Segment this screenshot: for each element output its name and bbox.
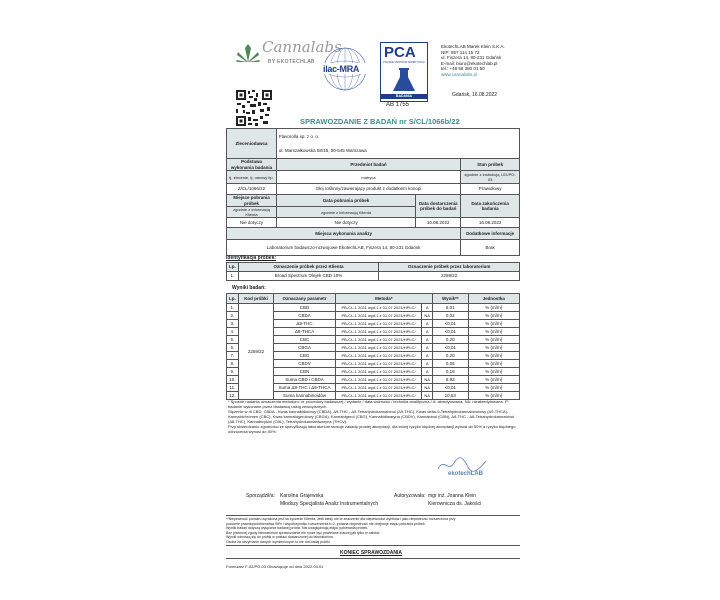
results-footnotes <box>228 399 520 434</box>
row-lp: 5. <box>227 336 239 344</box>
pca-logo <box>380 42 428 102</box>
row-accreditation: A <box>422 344 433 352</box>
row-result: 10,53 <box>432 392 468 400</box>
row-accreditation: A <box>422 328 433 336</box>
object-value: matryca <box>276 171 460 184</box>
row-result: 0,06 <box>432 360 468 368</box>
row-lp: 11. <box>227 384 239 392</box>
flask-icon <box>389 67 419 93</box>
test-place-label: Miejsca wykonania analizy <box>227 228 461 240</box>
results-heading: Wyniki badań: <box>232 285 266 291</box>
delivery-label: Data dostarczenia próbek do badań <box>416 195 461 218</box>
row-accreditation: A <box>422 368 433 376</box>
col-unit: Jednostka <box>468 294 519 304</box>
row-lp: 1. <box>227 304 239 312</box>
row-accreditation: A <box>422 304 433 312</box>
row-method: PB-CL-1 2021 wyd.1 z 01.07.2021/HPLC/ <box>335 360 422 368</box>
row-accreditation: NA <box>422 312 433 320</box>
pca-sub: POLSKIE CENTRUM AKREDYTACJI <box>383 61 425 64</box>
prepared-role: Młodszy Specjalista Analiz Instrumentalnych <box>280 501 379 507</box>
footnote: Stężenie w dl CBD: CBDA - Kwas kannabidiolowy (CBDA), Δ9-THC - Δ9-Tetrahydrokannabinol (Δ9-THC), Kwas delta-9-Tetrahydrokannabinolowy (Δ9-THCA), Kannabichromen (CBC), Kwas kannabigerolowy (CBGA), Kannabigerol (CBG), Kannabidiwaryna (CBDV), Kannabinol (CBN), Δ8-THC - Δ8-Tetrahydrokannabinol (Δ8-THC), Kannabicyklol (CBL), Tetrahydrokannabiwaryna (THCV). <box>228 409 514 424</box>
cannalabs-logo <box>232 38 342 72</box>
row-lp: 6. <box>227 344 239 352</box>
col-method: Metoda* <box>335 294 432 304</box>
row-lab-code: 2259/22 <box>379 272 520 281</box>
row-unit: % (m/m) <box>468 304 519 312</box>
row-accreditation: A <box>422 336 433 344</box>
notes-block <box>226 515 520 546</box>
ilac-label: ilac-MRA <box>323 64 360 74</box>
basis-label: Podstawa wykonania badania <box>227 159 277 171</box>
row-method: PB-CL-1 2021 wyd.1 z 01.07.2021/HPLC/ <box>335 328 422 336</box>
row-unit: % (m/m) <box>468 336 519 344</box>
state-label: Stan próbek <box>461 159 520 171</box>
table-row <box>227 272 520 281</box>
basis-note: tj. zlecenie, tj. umowy itp. <box>227 171 277 184</box>
note: Wyniki odnoszą się do próbki w postaci dostarczonej do laboratorium. <box>226 535 334 539</box>
state-note: zgodnie z instrukcją I-01/PO-03 <box>461 171 520 184</box>
client-name: Flavorolla sp. z o. o. <box>276 129 519 144</box>
sampling-place-value: Nie dotyczy <box>227 218 277 228</box>
col-client-code: Oznaczenie próbek przez Klienta <box>238 263 379 272</box>
company-info <box>441 44 561 77</box>
table-row <box>227 304 520 312</box>
row-unit: % (m/m) <box>468 320 519 328</box>
row-parameter: Δ9-THC <box>274 320 335 328</box>
col-sample-code: Kod próbki <box>238 294 274 304</box>
company-line: NIP: 957 114 15 72 <box>441 49 480 55</box>
place-date: Gdańsk, 16.08.2022 <box>452 92 498 98</box>
row-lp: 9. <box>227 368 239 376</box>
row-result: <0,01 <box>432 344 468 352</box>
row-accreditation: A <box>422 360 433 368</box>
identification-heading: Identyfikacja próbek: <box>226 255 277 261</box>
row-parameter: CBGA <box>274 344 335 352</box>
row-unit: % (m/m) <box>468 312 519 320</box>
row-lp: 1. <box>227 272 239 281</box>
col-lp: Lp. <box>227 294 239 304</box>
row-method: PB-CL-1 2021 wyd.1 z 01.07.2021/HPLC/ <box>335 312 422 320</box>
col-result: Wynik** <box>432 294 468 304</box>
row-parameter: CBC <box>274 336 335 344</box>
row-lp: 2. <box>227 312 239 320</box>
row-accreditation: NA <box>422 392 433 400</box>
client-address: ul. Marszałkowska 58/15, 00-545 Warszawa <box>276 144 519 159</box>
row-lp: 10. <box>227 376 239 384</box>
row-method: PB-CL-1 2021 wyd.1 z 01.07.2021/HPLC/ <box>335 344 422 352</box>
row-method: PB-CL-1 2021 wyd.1 z 01.07.2021/HPLC/ <box>335 320 422 328</box>
brand-name: Cannalabs <box>262 38 342 56</box>
row-result: 0,16 <box>432 368 468 376</box>
pca-label: PCA <box>384 44 416 61</box>
row-accreditation: A <box>422 352 433 360</box>
results-table <box>226 293 520 400</box>
row-unit: % (m/m) <box>468 328 519 336</box>
row-accreditation: NA <box>422 376 433 384</box>
company-website[interactable]: www.cannalabs.pl <box>441 71 478 77</box>
order-number: Z/CL/1066/22 <box>227 184 277 195</box>
sample-code: 2259/22 <box>238 304 274 400</box>
footnote: Przy stwierdzaniu zgodności ze specyfikacją laboratorium stosuje zasadę prostej akceptacji, dla której ryzyko błędnej akceptacji wynosi do 50% a ryzyko błędnego odrzucenia wynosi do 50%. <box>228 424 516 434</box>
company-line: ul. Fiszera 14, 80-231 Gdańsk <box>441 55 502 60</box>
company-line: EkotechLAB Marek Klein S.K.A. <box>441 44 505 49</box>
identification-table <box>226 262 520 281</box>
row-parameter: CBDA <box>274 312 335 320</box>
row-unit: % (m/m) <box>468 384 519 392</box>
row-result: 0,02 <box>432 312 468 320</box>
row-lp: 12. <box>227 392 239 400</box>
row-method: PB-CL-1 2021 wyd.1 z 01.07.2021/HPLC/ <box>335 376 422 384</box>
end-label: KONIEC SPRAWOZDANIA <box>340 550 402 556</box>
row-parameter: Δ9-THCA <box>274 328 335 336</box>
row-unit: % (m/m) <box>468 392 519 400</box>
row-unit: % (m/m) <box>468 344 519 352</box>
state-value: Prawidłowy <box>461 184 520 195</box>
row-lp: 7. <box>227 352 239 360</box>
cannabis-leaf-icon <box>234 42 262 66</box>
info-table <box>226 128 520 256</box>
row-result: <0,01 <box>432 384 468 392</box>
object-description: Olej roślinny/zawierający produkt z dodatkiem konopi <box>276 184 460 195</box>
row-parameter: CBN <box>274 368 335 376</box>
finish-label: Data zakończenia badania <box>461 195 520 218</box>
test-place-value: Laboratorium badawczo-rozwojowe EkotechLAB, Fiszera 14, 80-231 Gdańsk <box>227 240 461 256</box>
company-line: tel.: +48 58 380 01 50 <box>441 66 485 71</box>
sampling-date-note: zgodnie z informacją Klienta <box>276 207 415 218</box>
footnote: * Sposób nadania oznaczenia metodom: nr procedury badawczej / wydanie / data ważności / technika analityczna / A: akredytowana, NA: nieakredytowana. P: badanie wykonane przez dostawcę usług zewnętrznych <box>228 399 509 409</box>
extra-label: Dodatkowe informacje <box>461 228 520 240</box>
ilac-mra-logo <box>321 46 369 92</box>
row-parameter: CBD <box>274 304 335 312</box>
col-parameter: Oznaczany parametr <box>274 294 335 304</box>
row-lp: 3. <box>227 320 239 328</box>
row-result: <0,01 <box>432 328 468 336</box>
signature-stamp <box>434 455 490 481</box>
sampling-date-value: Nie dotyczy <box>276 218 415 228</box>
row-unit: % (m/m) <box>468 376 519 384</box>
client-label: Zleceniodawca <box>227 129 277 159</box>
prepared-label: Sporządził/a: <box>246 493 275 499</box>
note: poziomie prawdopodobieństwa 95% i współczynniku rozszerzenia k=2, podana niepewność nie obejmuje etapu pobrania próbek. <box>226 521 426 526</box>
note: Bez pisemnej zgody laboratorium sprawozdanie nie może być powielane inaczej jak tylko w całości. <box>226 530 381 535</box>
row-parameter: CBG <box>274 352 335 360</box>
sampling-place-label: Miejsce pobrania próbek <box>227 195 277 207</box>
qr-code <box>236 90 272 126</box>
row-result: 8,93 <box>432 376 468 384</box>
brand-sub: BY EKOTECHLAB <box>268 59 315 65</box>
row-parameter: Suma Δ9-THC i Δ9-THCA <box>274 384 335 392</box>
row-lp: 4. <box>227 328 239 336</box>
object-label: Przedmiot badań <box>276 159 460 171</box>
sampling-date-label: Data pobrania próbek <box>276 195 415 207</box>
form-code: Formularz F-02/PO-03 Obowiązuje od dnia 2022.04.01 <box>226 564 324 569</box>
row-parameter: Suma CBD i CBDA <box>274 376 335 384</box>
row-result: 0,20 <box>432 352 468 360</box>
approved-name: mgr inż. Joanna Klein <box>428 493 477 499</box>
row-unit: % (m/m) <box>468 352 519 360</box>
stamp-text: ekotechLAB <box>448 471 484 477</box>
row-parameter: CBDV <box>274 360 335 368</box>
note: **Niepewność pomiaru wyrażona jest na życzenie Klienta. Jeśli kiedy nie te znaczenie dla niepewności wyników i jako niepewność rozszerzona przy <box>226 517 456 521</box>
row-result: 8,01 <box>432 304 468 312</box>
row-lp: 8. <box>227 360 239 368</box>
row-method: PB-CL-1 2021 wyd.1 z 01.07.2021/HPLC/ <box>335 392 422 400</box>
row-unit: % (m/m) <box>468 360 519 368</box>
row-method: PB-CL-1 2021 wyd.1 z 01.07.2021/HPLC/ <box>335 304 422 312</box>
row-method: PB-CL-1 2021 wyd.1 z 01.07.2021/HPLC/ <box>335 384 422 392</box>
row-result: 0,20 <box>432 336 468 344</box>
pca-badge: BADANIA <box>381 94 427 99</box>
row-accreditation: A <box>422 320 433 328</box>
col-lab-code: Oznaczenie próbek przez laboratorium <box>379 263 520 272</box>
row-method: PB-CL-1 2021 wyd.1 z 01.07.2021/HPLC/ <box>335 368 422 376</box>
row-unit: % (m/m) <box>468 368 519 376</box>
note: Osoba za utrzymanie danych wymienionych to nie dot.badaj próbki. <box>226 539 331 544</box>
prepared-name: Karolina Grajewska <box>280 493 324 499</box>
sampling-place-note: zgodnie z informacją Klienta <box>227 207 277 218</box>
row-result: <0,01 <box>432 320 468 328</box>
ab-number: AB 1755 <box>386 102 410 108</box>
row-accreditation: NA <box>422 384 433 392</box>
extra-value: Brak <box>461 240 520 256</box>
row-method: PB-CL-1 2021 wyd.1 z 01.07.2021/HPLC/ <box>335 352 422 360</box>
row-client-code: Broad Spectrum Olejek CBD 10% <box>238 272 379 281</box>
report-title: SPRAWOZDANIE Z BADAŃ nr S/CL/1066b/22 <box>300 117 460 126</box>
approved-label: Autoryzowała: <box>394 493 426 499</box>
approved-role: Kierownicza ds. Jakości <box>428 501 482 507</box>
col-lp: Lp. <box>227 263 239 272</box>
row-method: PB-CL-1 2021 wyd.1 z 01.07.2021/HPLC/ <box>335 336 422 344</box>
company-line: E-mail: biuro@ekotechlab.pl <box>441 60 498 66</box>
delivery-value: 10.08.2022 <box>416 218 461 228</box>
row-parameter: Suma kannabinoidów <box>274 392 335 400</box>
note: Wyniki badań dotyczą wyłącznie badanej próbki. Nie uwzględniają etapu pobierania próbek. <box>226 526 369 530</box>
end-divider <box>226 558 520 559</box>
finish-value: 16.08.2022 <box>461 218 520 228</box>
